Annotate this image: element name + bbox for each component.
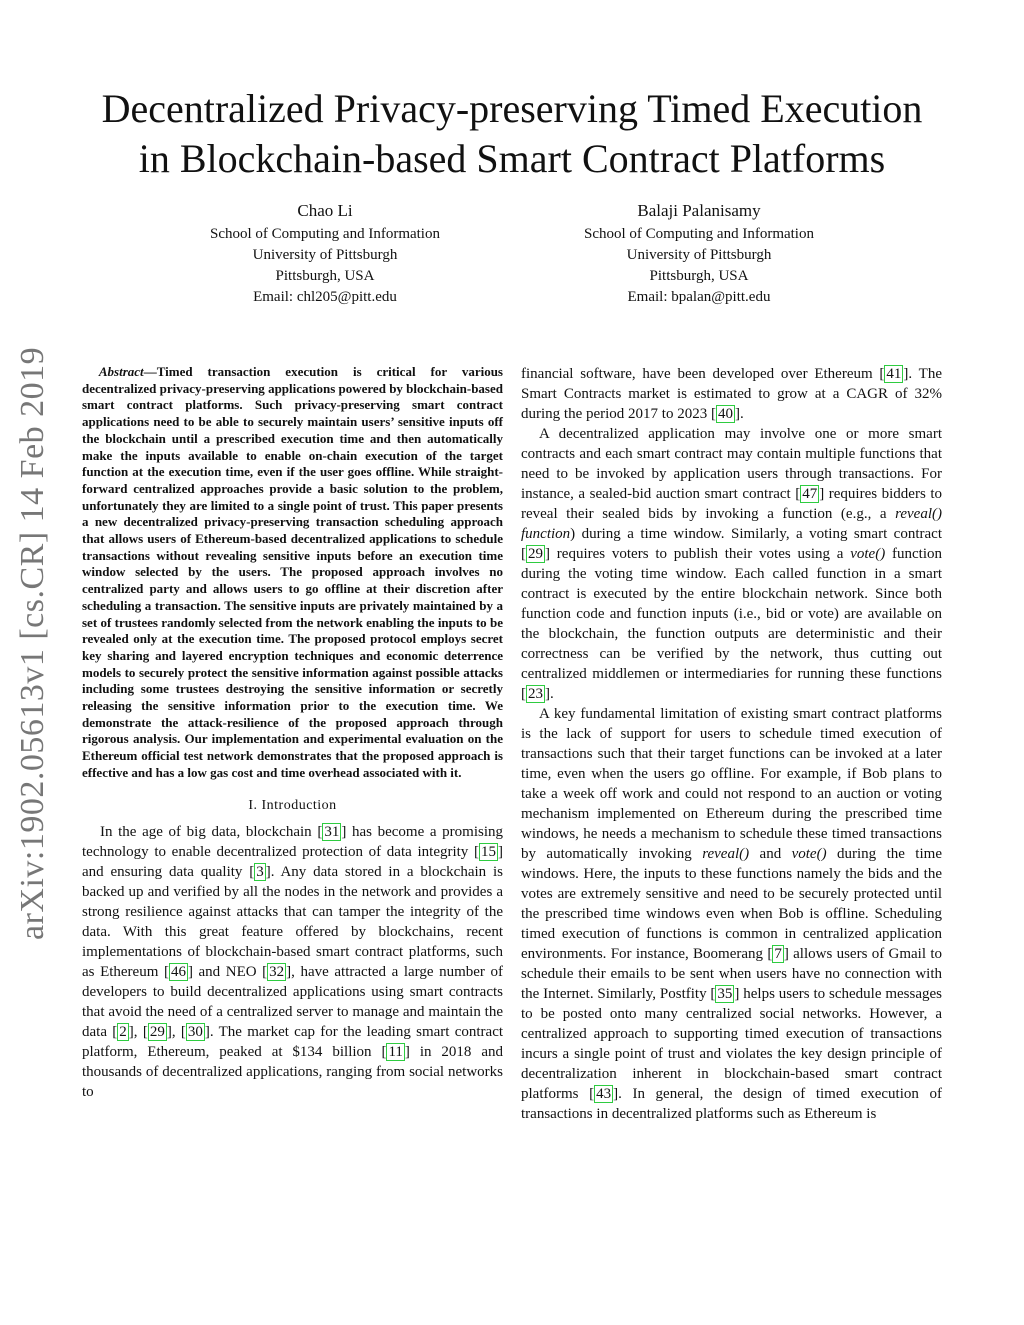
citation-link[interactable]: 23 — [528, 686, 543, 702]
intro-paragraph-2: A decentralized application may involve one or more smart contracts and each smart contract may contain multiple functions that need to be invoked by application users through transactions. For instance, a sealed-bid auction smart contract [ 47 ] requires bidders to reveal their sealed bids by invoking a function (e.g., a reveal() function) during a time window. Similarly, a voting smart contract [ 29 ] requires voters to publish their votes using a vote() function during the voting time window. Each called function in a smart contract is executed by the entire blockchain network. Since both function code and function inputs (i.e., bid or vote) are available on the blockchain, the function outputs are deterministic and their correctness can be verified by the network, thus cutting out centralized middlemen or intermediaries for running these functions [ 23 ]. — [521, 426, 942, 702]
section-heading-introduction: I. Introduction — [248, 797, 337, 813]
author-block-1 — [175, 200, 475, 308]
author-location: Pittsburgh, USA — [275, 268, 375, 284]
author-name: Chao Li — [297, 201, 353, 220]
citation-link[interactable]: 31 — [324, 823, 340, 840]
abstract-text: —Timed transaction execution is critical for various decentralized privacy-preserving applications powered by blockchain-based smart contract platforms. Such privacy-preserving smart contract applications need to be able to securely maintain users’ sensitive inputs off the blockchain until a prescribed execution time and then automatically make the inputs available to enable on-chain execution of the target function at the execution time, even if the user goes offline. While straight-forward centralized approaches provide a basic solution to the problem, unfortunately they are limited to a single point of trust. This paper presents a new decentralized privacy-preserving transaction scheduling approach that allows users of Ethereum-based decentralized applications to schedule transactions without revealing sensitive inputs before an execution time window selected by the users. The proposed approach involves no centralized party and allows users to go offline at their discretion after scheduling a transaction. The sensitive inputs are privately maintained by a set of trustees randomly selected from the network enabling the inputs to be revealed only at the execution time. The proposed protocol employs secret key sharing and layered encryption techniques and economic deterrence models to securely protect the sensitive information against possible attacks including some trustees destroying the sensitive information or secretly releasing the sensitive information prior to the execution time. We demonstrate the attack-resilience of the proposed approach through rigorous analysis. Our implementation and experimental evaluation on the Ethereum official test network demonstrates that the proposed approach is effective and has a low gas cost and time overhead associated with it. — [82, 364, 503, 780]
citation-link[interactable]: 41 — [886, 366, 902, 382]
title-line-2: in Blockchain-based Smart Contract Platforms — [138, 136, 886, 181]
arxiv-stamp: arXiv:1902.05613v1 [cs.CR] 14 Feb 2019 — [14, 346, 51, 940]
citation-link[interactable]: 43 — [596, 1086, 612, 1102]
citation-link[interactable]: 32 — [269, 963, 285, 980]
emphasis-text: vote() — [791, 846, 827, 862]
intro-paragraph-3: A key fundamental limitation of existing smart contract platforms is the lack of support for users to schedule timed execution of transactions such that their target functions can be invoked at a later time, even when the users go offline. For example, if Bob plans to take a week off work and could not respond to an auction or voting mechanism implemented on Ethereum during the prescribed time windows, he needs a mechanism to schedule these timed transactions by automatically invoking reveal() and vote() during the time windows. Here, the inputs to these functions namely the bids and the votes are extremely sensitive and need to be securely protected until the prescribed time windows even when Bob is offline. Scheduling timed execution of functions is common in centralized application environments. For instance, Boomerang [ 7 ] allows users of Gmail to schedule their emails to be sent when users have no connection with the Internet. Similarly, Postfity [ 35 ] helps users to schedule messages to be posted onto many centralized social networks. However, a centralized approach to supporting timed execution of transactions incurs a single point of trust and violates the key design principle of decentralization inherent in blockchain-based smart contract platforms [ 43 ]. In general, the design of timed execution of transactions in decentralized platforms such as Ethereum is — [521, 706, 942, 1122]
intro-paragraph-1: In the age of big data, blockchain [ 31 ] has become a promising technology to enable decentralized protection of data integrity [ 15 ] and ensuring data quality [ 3 ]. Any data stored in a blockchain is backed up and verified by all the nodes in the network and provides a strong resilience against attacks that can tamper the integrity of the data. With this great feature offered by blockchains, recent implementations of blockchain-based smart contract platforms, such as Ethereum [ 46 ] and NEO [ 32 ], have attracted a large number of developers to build decentralized applications using smart contracts that avoid the need of a centralized server to manage and maintain the data [ 2 ], [ 29 ], [ 30 ]. The market cap for the leading smart contract platform, Ethereum, peaked at $134 billion [ 11 ] in 2018 and thousands of decentralized applications, ranging from social networks to — [82, 823, 504, 1100]
author-name: Balaji Palanisamy — [637, 201, 761, 220]
author-dept: School of Computing and Information — [210, 226, 440, 242]
citation-link[interactable]: 40 — [717, 406, 733, 422]
citation-link[interactable]: 29 — [149, 1023, 165, 1040]
citation-link[interactable]: 2 — [119, 1023, 127, 1040]
intro-paragraph-continued: financial software, have been developed over Ethereum [ 41 ]. The Smart Contracts market is estimated to grow at a CAGR of 32% during the period 2017 to 2023 [ 40 ]. — [521, 366, 942, 422]
citation-link[interactable]: 35 — [717, 986, 733, 1002]
abstract-label: Abstract — [98, 364, 144, 379]
author-univ: University of Pittsburgh — [626, 247, 772, 263]
author-email: Email: bpalan@pitt.edu — [627, 289, 771, 305]
citation-link[interactable]: 3 — [256, 863, 264, 880]
emphasis-text: vote() — [850, 546, 886, 562]
citation-link[interactable]: 46 — [170, 963, 186, 980]
citation-link[interactable]: 30 — [187, 1023, 203, 1040]
emphasis-text: reveal() function — [521, 506, 942, 542]
emphasis-text: reveal() — [702, 846, 750, 862]
author-location: Pittsburgh, USA — [649, 268, 749, 284]
author-univ: University of Pittsburgh — [252, 247, 398, 263]
right-column — [521, 364, 942, 1124]
author-dept: School of Computing and Information — [584, 226, 814, 242]
citation-link[interactable]: 11 — [388, 1043, 403, 1060]
citation-link[interactable]: 47 — [802, 486, 818, 502]
abstract — [82, 364, 503, 782]
left-column — [82, 364, 503, 1102]
title-line-1: Decentralized Privacy-preserving Timed Execution — [101, 86, 923, 131]
paper-title — [60, 84, 964, 184]
citation-link[interactable]: 15 — [481, 843, 496, 860]
citation-link[interactable]: 7 — [774, 946, 782, 962]
citation-link[interactable]: 29 — [528, 546, 543, 562]
author-block-2 — [549, 200, 849, 308]
author-email: Email: chl205@pitt.edu — [253, 289, 397, 305]
